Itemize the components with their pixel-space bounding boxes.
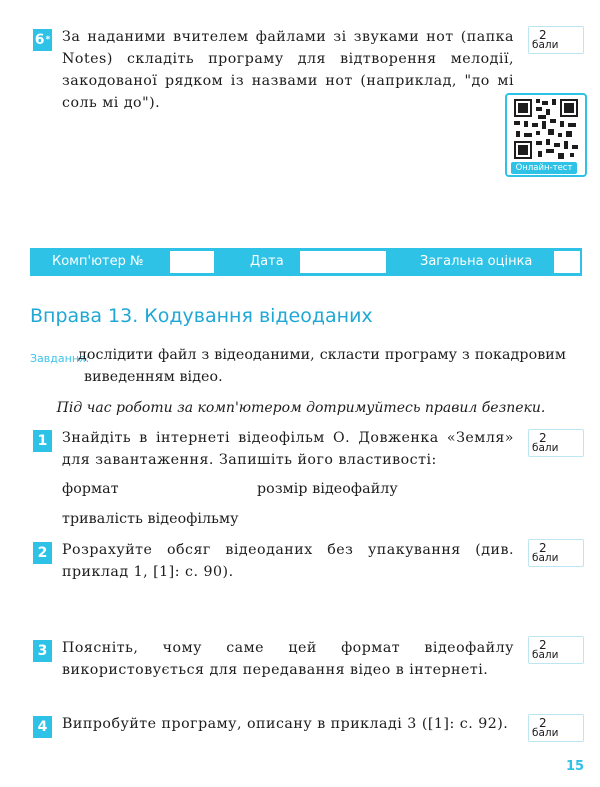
- task-2-score-box[interactable]: [528, 539, 584, 567]
- header-band: [30, 248, 582, 276]
- task-6-score-box[interactable]: [528, 26, 584, 54]
- date-label: Дата: [250, 254, 284, 269]
- score-points: 2: [539, 541, 547, 555]
- task-4-score-box[interactable]: [528, 714, 584, 742]
- score-label: бали: [532, 39, 559, 51]
- date-field[interactable]: [300, 251, 386, 273]
- task-1-text: Знайдіть в інтернеті відеофільм О. Довженка «Земля» для завантаження. Запишіть його властивості:: [62, 430, 514, 468]
- score-points: 2: [539, 28, 547, 42]
- computer-label: Комп'ютер №: [52, 254, 144, 269]
- safety-rule: Під час роботи за комп'ютером дотримуйтесь правил безпеки.: [56, 400, 546, 416]
- computer-number-field[interactable]: [170, 251, 214, 273]
- assignment-text: дослідити файл з відеоданими, скласти програму з покадровим виведенням відео.: [78, 347, 566, 385]
- score-label: бали: [532, 649, 559, 661]
- grade-label: Загальна оцінка: [420, 254, 533, 269]
- task-3-score-box[interactable]: [528, 636, 584, 664]
- task-6-number: 6 *: [33, 29, 52, 51]
- task-1-number: 1: [33, 430, 52, 452]
- field-file-size-label: розмір відеофайлу: [257, 481, 398, 497]
- field-duration-label: тривалість відеофільму: [62, 511, 239, 527]
- field-format-label: формат: [62, 481, 119, 497]
- score-points: 2: [539, 638, 547, 652]
- task-2-number: 2: [33, 542, 52, 564]
- grade-field[interactable]: [554, 251, 580, 273]
- assignment-tag: Завдання:: [30, 352, 90, 365]
- page-number: 15: [566, 759, 585, 774]
- score-label: бали: [532, 727, 559, 739]
- task-6-text: За наданими вчителем файлами зі звуками нот (папка Notes) складіть програму для відтворення мелодії, закодованої рядком із назвами нот (наприклад, "до мі соль мі до").: [62, 29, 514, 111]
- task-3-number: 3: [33, 640, 52, 662]
- score-label: бали: [532, 442, 559, 454]
- task-1-score-box[interactable]: [528, 429, 584, 457]
- score-points: 2: [539, 716, 547, 730]
- task-3-text: Поясніть, чому саме цей формат відеофайлу використовується для передавання відео в інтернеті.: [62, 640, 514, 678]
- task-4-number: 4: [33, 716, 52, 738]
- qr-code-icon: [514, 99, 578, 159]
- score-points: 2: [539, 431, 547, 445]
- score-label: бали: [532, 552, 559, 564]
- exercise-title: Вправа 13. Кодування відеоданих: [30, 305, 373, 327]
- qr-code-label: Онлайн-тест: [511, 162, 577, 174]
- task-4-text: Випробуйте програму, описану в прикладі 3 ([1]: с. 92).: [62, 716, 509, 732]
- task-2-text: Розрахуйте обсяг відеоданих без упакування (див. приклад 1, [1]: с. 90).: [62, 542, 514, 580]
